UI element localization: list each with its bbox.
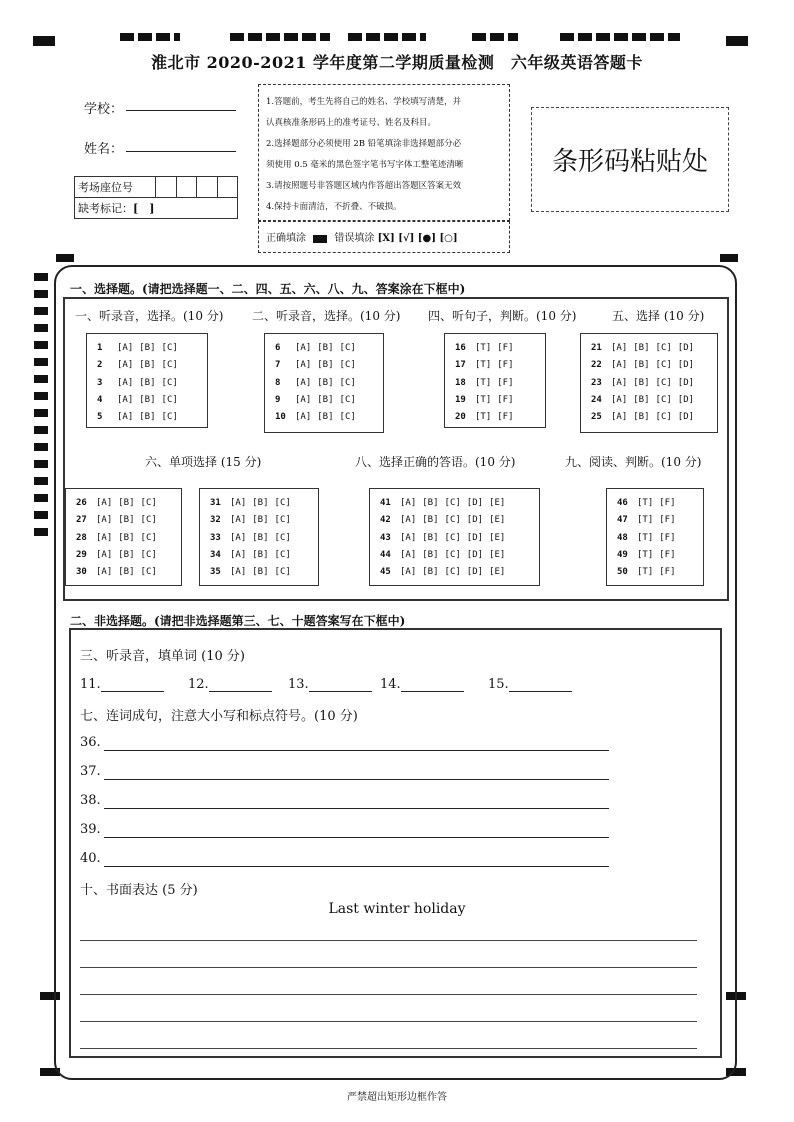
seat-label: 考场座位号	[75, 177, 156, 198]
instruction-line: 须使用 0.5 毫米的黑色签字笔书写字体工整笔迹清晰	[266, 160, 464, 170]
seat-table	[74, 176, 238, 219]
bubble-group	[65, 488, 182, 586]
bubble-group	[369, 488, 540, 586]
correct-fill-label: 正确填涂	[266, 233, 306, 244]
blank-field[interactable]	[309, 691, 372, 692]
sentence-field[interactable]	[104, 837, 609, 838]
answer-bubble[interactable]: [F]	[659, 549, 676, 560]
answer-bubble[interactable]: [A]	[96, 567, 113, 578]
question-number: 29	[76, 549, 87, 560]
question-row	[617, 547, 703, 564]
timing-mark	[720, 254, 738, 262]
question-number: 50	[617, 567, 628, 578]
sentence-field[interactable]	[104, 779, 609, 780]
bubble-group	[444, 333, 546, 428]
answer-bubble[interactable]: [E]	[489, 515, 506, 526]
sentence-label: 37.	[80, 764, 101, 779]
answer-bubble[interactable]: [B]	[118, 515, 135, 526]
answer-bubble[interactable]: [B]	[139, 360, 156, 371]
sentence-label: 36.	[80, 735, 101, 750]
question-number: 33	[210, 532, 221, 543]
answer-bubble[interactable]: [B]	[118, 567, 135, 578]
heading-part5: 五、选择 (10 分)	[612, 309, 705, 323]
answer-bubble[interactable]: [D]	[677, 377, 695, 388]
seat-digit-box[interactable]	[176, 177, 197, 198]
answer-bubble[interactable]: [B]	[422, 515, 439, 526]
question-number: 10	[275, 412, 286, 423]
answer-bubble[interactable]: [C]	[161, 394, 178, 405]
answer-bubble[interactable]: [A]	[400, 567, 417, 578]
question-number: 42	[380, 515, 391, 526]
answer-bubble[interactable]: [B]	[139, 394, 156, 405]
answer-bubble[interactable]: [E]	[489, 532, 506, 543]
answer-bubble[interactable]: [A]	[295, 377, 312, 388]
question-number: 44	[380, 549, 391, 560]
answer-bubble[interactable]: [B]	[317, 343, 334, 353]
answer-bubble[interactable]: [A]	[230, 567, 247, 578]
answer-bubble[interactable]: [C]	[161, 412, 178, 423]
bubble-group	[264, 333, 384, 433]
answer-bubble[interactable]: [B]	[422, 567, 439, 578]
answer-bubble[interactable]: [A]	[295, 343, 312, 353]
answer-bubble[interactable]: [C]	[274, 532, 291, 543]
question-number: 18	[455, 377, 466, 388]
school-label: 学校：	[84, 102, 124, 117]
question-row	[76, 495, 181, 512]
answer-bubble[interactable]: [C]	[140, 532, 157, 543]
answer-bubble[interactable]: [A]	[611, 394, 628, 405]
answer-bubble[interactable]: [F]	[659, 532, 676, 543]
timing-mark	[230, 33, 330, 41]
bubble-group	[199, 488, 319, 586]
answer-bubble[interactable]: [T]	[637, 515, 654, 526]
heading-part4: 四、听句子，判断。(10 分)	[428, 309, 577, 323]
question-row	[275, 340, 383, 357]
seat-digit-box[interactable]	[197, 177, 218, 198]
question-row	[210, 564, 318, 581]
question-number: 2	[97, 360, 103, 371]
question-row	[591, 392, 717, 409]
question-number: 20	[455, 412, 466, 423]
answer-bubble[interactable]: [T]	[475, 343, 492, 353]
question-number: 31	[210, 498, 221, 508]
instruction-line: 4.保持卡面清洁，不折叠、不破损。	[266, 202, 402, 212]
answer-bubble[interactable]: [C]	[444, 532, 461, 543]
question-row	[97, 409, 207, 426]
answer-bubble[interactable]: [C]	[655, 343, 672, 353]
question-number: 26	[76, 498, 87, 508]
answer-bubble[interactable]: [C]	[140, 549, 157, 560]
question-number: 27	[76, 515, 87, 526]
answer-bubble[interactable]: [B]	[633, 360, 650, 371]
answer-bubble[interactable]: [B]	[317, 394, 334, 405]
question-number: 28	[76, 532, 87, 543]
question-row	[591, 357, 717, 374]
question-number: 43	[380, 532, 391, 543]
blank-label: 11.	[80, 677, 101, 692]
answer-bubble[interactable]: [T]	[637, 549, 654, 560]
question-number: 30	[76, 567, 87, 578]
question-number: 22	[591, 360, 602, 371]
question-row	[210, 495, 318, 512]
instruction-line: 认真核准条形码上的准考证号、姓名及科目。	[266, 118, 437, 128]
question-row	[275, 392, 383, 409]
timing-mark	[560, 33, 680, 41]
seat-digit-box[interactable]	[217, 177, 238, 198]
answer-bubble[interactable]: [C]	[161, 360, 178, 371]
question-row	[76, 564, 181, 581]
section1-title: 一、选择题。(请把选择题一、二、四、五、六、八、九、答案涂在下框中)	[70, 282, 466, 296]
answer-bubble[interactable]: [C]	[444, 549, 461, 560]
footer-note: 严禁超出矩形边框作答	[347, 1092, 447, 1103]
question-number: 17	[455, 360, 466, 371]
question-number: 8	[275, 377, 281, 388]
answer-bubble[interactable]: [C]	[655, 377, 672, 388]
question-number: 19	[455, 394, 466, 405]
heading-part1: 一、听录音，选择。(10 分)	[75, 309, 224, 323]
answer-bubble[interactable]: [C]	[161, 377, 178, 388]
answer-bubble[interactable]: [C]	[444, 515, 461, 526]
answer-bubble[interactable]: [F]	[497, 377, 514, 388]
blank-field[interactable]	[509, 691, 572, 692]
question-number: 7	[275, 360, 281, 371]
answer-bubble[interactable]: [A]	[230, 515, 247, 526]
blank-label: 15.	[488, 677, 509, 692]
question-row	[380, 547, 539, 564]
question-number: 16	[455, 343, 466, 353]
question-number: 48	[617, 532, 628, 543]
question-row	[210, 530, 318, 547]
answer-bubble[interactable]: [D]	[677, 360, 695, 371]
question-number: 41	[380, 498, 391, 508]
filled-bubble-icon	[313, 235, 327, 243]
answer-bubble[interactable]: [A]	[400, 515, 417, 526]
question-row	[380, 530, 539, 547]
answer-bubble[interactable]: [A]	[400, 498, 417, 508]
instruction-line: 2.选择题部分必须使用 2B 铅笔填涂非选择题部分必	[266, 139, 462, 149]
wrong-fill-marks: [X] [√] [●] [○]	[377, 233, 458, 244]
answer-bubble[interactable]: [A]	[96, 498, 113, 508]
answer-bubble[interactable]: [C]	[274, 549, 291, 560]
answer-bubble[interactable]: [F]	[497, 394, 514, 405]
answer-bubble[interactable]: [T]	[637, 498, 654, 508]
question-number: 21	[591, 343, 602, 353]
blank-label: 14.	[380, 677, 401, 692]
heading-part8: 八、选择正确的答语。(10 分)	[355, 455, 516, 469]
name-label: 姓名：	[84, 142, 124, 157]
question-number: 25	[591, 412, 602, 423]
answer-bubble[interactable]: [B]	[252, 498, 269, 508]
answer-bubble[interactable]: [A]	[230, 498, 247, 508]
answer-bubble[interactable]: [F]	[497, 412, 514, 423]
answer-bubble[interactable]: [T]	[637, 532, 654, 543]
answer-bubble[interactable]: [C]	[444, 567, 461, 578]
question-number: 4	[97, 394, 103, 405]
answer-bubble[interactable]: [C]	[655, 412, 672, 423]
question-row	[617, 564, 703, 581]
answer-bubble[interactable]: [D]	[466, 498, 484, 508]
answer-bubble[interactable]: [A]	[295, 360, 312, 371]
question-row	[617, 495, 703, 512]
section2-title: 二、非选择题。(请把非选择题第三、七、十题答案写在下框中)	[70, 614, 406, 628]
answer-bubble[interactable]: [A]	[400, 549, 417, 560]
answer-bubble[interactable]: [C]	[444, 498, 461, 508]
question-number: 32	[210, 515, 221, 526]
answer-bubble[interactable]: [C]	[274, 515, 291, 526]
essay-line[interactable]	[80, 1021, 697, 1022]
question-row	[591, 340, 717, 357]
answer-bubble[interactable]: [B]	[139, 377, 156, 388]
answer-bubble[interactable]: [A]	[230, 532, 247, 543]
answer-bubble[interactable]: [A]	[96, 515, 113, 526]
answer-bubble[interactable]: [B]	[139, 343, 156, 353]
answer-bubble[interactable]: [A]	[230, 549, 247, 560]
seat-digit-box[interactable]	[156, 177, 177, 198]
answer-bubble[interactable]: [A]	[611, 377, 628, 388]
answer-bubble[interactable]: [B]	[317, 377, 334, 388]
essay-title: Last winter holiday	[328, 901, 466, 917]
question-row	[455, 375, 545, 392]
school-field[interactable]	[126, 110, 236, 111]
answer-bubble[interactable]: [A]	[117, 394, 134, 405]
answer-bubble[interactable]: [D]	[466, 567, 484, 578]
answer-bubble[interactable]: [A]	[611, 360, 628, 371]
answer-bubble[interactable]: [A]	[295, 394, 312, 405]
answer-bubble[interactable]: [B]	[252, 549, 269, 560]
answer-bubble[interactable]: [T]	[475, 412, 492, 423]
answer-bubble[interactable]: [T]	[637, 567, 654, 578]
question-row	[380, 495, 539, 512]
wrong-fill-label: 错误填涂	[334, 233, 375, 244]
left-timing-strip	[34, 273, 48, 543]
question-row	[210, 547, 318, 564]
answer-bubble[interactable]: [B]	[252, 532, 269, 543]
answer-bubble[interactable]: [B]	[317, 412, 334, 423]
question-row	[97, 392, 207, 409]
answer-bubble[interactable]: [F]	[497, 360, 514, 371]
question-number: 35	[210, 567, 221, 578]
answer-bubble[interactable]: [A]	[117, 343, 134, 353]
part10-heading: 十、书面表达 (5 分)	[80, 883, 198, 898]
answer-bubble[interactable]: [D]	[466, 532, 484, 543]
answer-bubble[interactable]: [B]	[422, 498, 439, 508]
question-row	[455, 409, 545, 426]
instruction-line: 3.请按照题号非答题区域内作答超出答题区答案无效	[266, 181, 462, 191]
answer-bubble[interactable]: [E]	[489, 498, 506, 508]
blank-label: 13.	[288, 677, 309, 692]
question-row	[76, 530, 181, 547]
answer-bubble[interactable]: [B]	[633, 394, 650, 405]
question-row	[455, 392, 545, 409]
answer-bubble[interactable]: [B]	[118, 532, 135, 543]
question-number: 49	[617, 549, 628, 560]
essay-line[interactable]	[80, 994, 697, 995]
blank-field[interactable]	[209, 691, 272, 692]
question-row	[455, 357, 545, 374]
question-row	[617, 530, 703, 547]
answer-bubble[interactable]: [T]	[475, 360, 492, 371]
answer-bubble[interactable]: [C]	[274, 498, 291, 508]
answer-bubble[interactable]: [B]	[139, 412, 156, 423]
question-number: 1	[97, 343, 103, 353]
question-number: 5	[97, 412, 103, 423]
answer-bubble[interactable]: [T]	[475, 377, 492, 388]
blank-field[interactable]	[101, 691, 164, 692]
answer-bubble[interactable]: [A]	[117, 412, 134, 423]
answer-bubble[interactable]: [C]	[339, 394, 356, 405]
answer-bubble[interactable]: [C]	[655, 360, 672, 371]
name-field[interactable]	[126, 151, 236, 152]
heading-part6: 六、单项选择 (15 分)	[145, 455, 262, 469]
fill-example	[266, 229, 458, 244]
answer-bubble[interactable]: [F]	[497, 343, 514, 353]
answer-bubble[interactable]: [A]	[117, 377, 134, 388]
sentence-field[interactable]	[104, 750, 609, 751]
question-row	[76, 512, 181, 529]
question-row	[97, 357, 207, 374]
essay-line[interactable]	[80, 940, 697, 941]
question-row	[275, 357, 383, 374]
question-row	[591, 409, 717, 426]
answer-bubble[interactable]: [T]	[475, 394, 492, 405]
part3-heading: 三、听录音，填单词 (10 分)	[80, 649, 245, 664]
answer-bubble[interactable]: [D]	[466, 515, 484, 526]
answer-bubble[interactable]: [A]	[611, 412, 628, 423]
answer-bubble[interactable]: [A]	[96, 549, 113, 560]
essay-line[interactable]	[80, 967, 697, 968]
page-title: 淮北市 2020-2021 学年度第二学期质量检测 六年级英语答题卡	[151, 53, 643, 72]
question-number: 46	[617, 498, 628, 508]
answer-bubble[interactable]: [D]	[677, 394, 695, 405]
timing-mark	[33, 36, 55, 46]
answer-bubble[interactable]: [E]	[489, 567, 506, 578]
answer-bubble[interactable]: [C]	[655, 394, 672, 405]
answer-bubble[interactable]: [B]	[633, 412, 650, 423]
answer-bubble[interactable]: [A]	[96, 532, 113, 543]
answer-bubble[interactable]: [B]	[633, 377, 650, 388]
heading-part2: 二、听录音，选择。(10 分)	[252, 309, 401, 323]
answer-bubble[interactable]: [C]	[339, 412, 356, 423]
part7-heading: 七、连词成句，注意大小写和标点符号。(10 分)	[80, 709, 358, 724]
question-number: 47	[617, 515, 628, 526]
answer-bubble[interactable]: [D]	[466, 549, 484, 560]
question-number: 9	[275, 394, 281, 405]
heading-part9: 九、阅读、判断。(10 分)	[565, 455, 702, 469]
essay-line[interactable]	[80, 1048, 697, 1049]
question-row	[591, 375, 717, 392]
sentence-field[interactable]	[104, 866, 609, 867]
question-row	[76, 547, 181, 564]
bubble-group	[606, 488, 704, 586]
answer-bubble[interactable]: [F]	[659, 567, 676, 578]
question-row	[617, 512, 703, 529]
answer-bubble[interactable]: [F]	[659, 515, 676, 526]
answer-bubble[interactable]: [C]	[140, 498, 157, 508]
answer-bubble[interactable]: [C]	[339, 377, 356, 388]
sentence-label: 38.	[80, 793, 101, 808]
question-row	[97, 340, 207, 357]
sentence-label: 39.	[80, 822, 101, 837]
question-row	[380, 512, 539, 529]
answer-bubble[interactable]: [B]	[118, 549, 135, 560]
answer-bubble[interactable]: [B]	[252, 567, 269, 578]
question-number: 24	[591, 394, 602, 405]
answer-bubble[interactable]: [C]	[140, 567, 157, 578]
answer-bubble[interactable]: [B]	[317, 360, 334, 371]
answer-bubble[interactable]: [B]	[118, 498, 135, 508]
absent-mark-cell	[75, 198, 238, 219]
answer-bubble[interactable]: [A]	[611, 343, 628, 353]
question-number: 34	[210, 549, 221, 560]
answer-bubble[interactable]: [C]	[339, 360, 356, 371]
answer-bubble[interactable]: [C]	[339, 343, 356, 353]
question-row	[97, 375, 207, 392]
bubble-group	[86, 333, 208, 428]
barcode-area: 条形码粘贴处	[531, 107, 729, 212]
question-row	[380, 564, 539, 581]
timing-mark	[726, 36, 748, 46]
answer-bubble[interactable]: [B]	[252, 515, 269, 526]
timing-mark	[472, 33, 518, 41]
bubble-group	[580, 333, 718, 433]
answer-bubble[interactable]: [B]	[422, 549, 439, 560]
question-row	[455, 340, 545, 357]
answer-bubble[interactable]: [C]	[140, 515, 157, 526]
timing-mark	[56, 254, 74, 262]
answer-bubble[interactable]: [A]	[400, 532, 417, 543]
answer-bubble[interactable]: [C]	[161, 343, 178, 353]
timing-mark	[120, 33, 180, 41]
sentence-label: 40.	[80, 851, 101, 866]
question-number: 3	[97, 377, 103, 388]
absent-box[interactable]: [ ]	[133, 202, 155, 215]
answer-bubble[interactable]: [A]	[117, 360, 134, 371]
instruction-line: 1.答题前，考生先将自己的姓名、学校填写清楚，并	[266, 97, 462, 107]
blank-label: 12.	[188, 677, 209, 692]
question-number: 45	[380, 567, 391, 578]
question-number: 23	[591, 377, 602, 388]
timing-mark	[348, 33, 426, 41]
answer-bubble[interactable]: [A]	[295, 412, 312, 423]
answer-bubble[interactable]: [D]	[677, 343, 695, 353]
question-row	[275, 375, 383, 392]
question-row	[210, 512, 318, 529]
answer-bubble[interactable]: [E]	[489, 549, 506, 560]
absent-label: 缺考标记：	[78, 202, 133, 215]
question-row	[275, 409, 383, 426]
blank-field[interactable]	[401, 691, 464, 692]
answer-bubble[interactable]: [D]	[677, 412, 695, 423]
answer-bubble[interactable]: [C]	[274, 567, 291, 578]
sentence-field[interactable]	[104, 808, 609, 809]
answer-bubble[interactable]: [B]	[633, 343, 650, 353]
instructions-text	[266, 92, 508, 218]
answer-bubble[interactable]: [F]	[659, 498, 676, 508]
answer-bubble[interactable]: [B]	[422, 532, 439, 543]
question-number: 6	[275, 343, 281, 353]
